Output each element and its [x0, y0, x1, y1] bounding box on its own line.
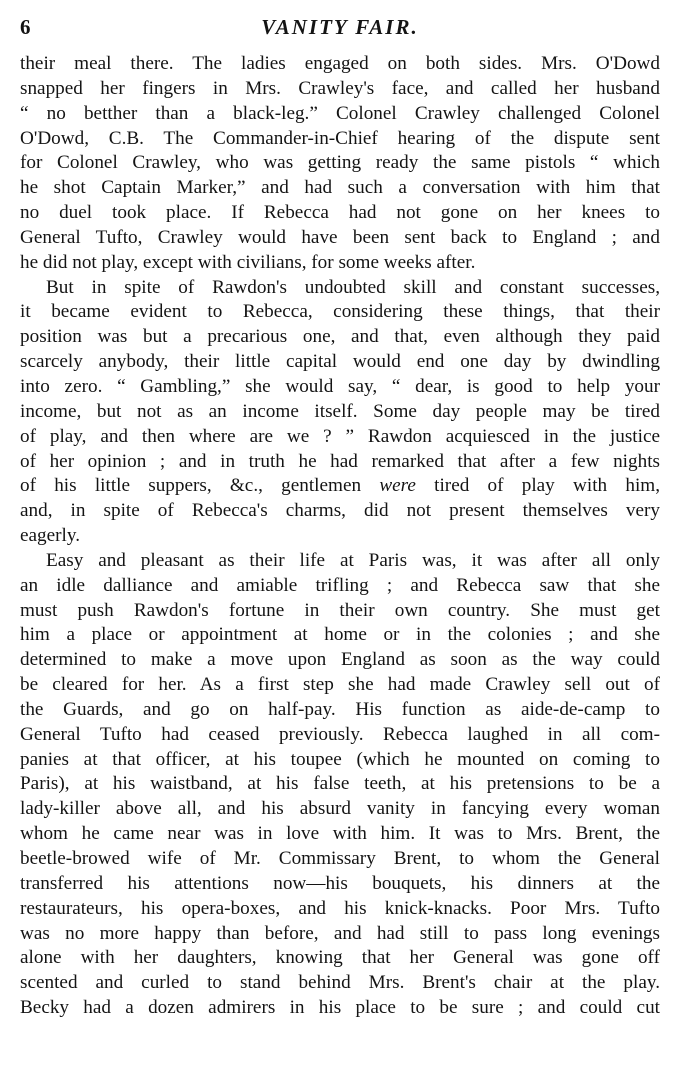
text-line: their meal there. The ladies engaged on both sides. Mrs. O'Dowd	[20, 53, 660, 74]
text-line: alone with her daughters, knowing that her General was gone off	[20, 947, 660, 969]
text-line: restaurateurs, his opera-boxes, and his knick-knacks. Poor Mrs. Tufto	[20, 897, 660, 919]
text-line: an idle dalliance and amiable trifling ; and Rebecca saw that she	[20, 574, 660, 596]
text-line: General Tufto had ceased previously. Rebecca laughed in all com-	[20, 723, 660, 745]
text-line: income, but not as an income itself. Some day people may be tired	[20, 400, 660, 422]
text-line: snapped her fingers in Mrs. Crawley's face, and called her husband	[20, 77, 660, 99]
text-line: scented and curled to stand behind Mrs. Brent's chair at the play.	[20, 972, 660, 994]
text-fragment: of his little suppers, &c., gentlemen	[20, 475, 362, 497]
text-line: General Tufto, Crawley would have been sent back to England ; and	[20, 226, 660, 248]
text-line: panies at that officer, at his toupee (which he mounted on coming to	[20, 748, 660, 770]
text-line: him a place or appointment at home or in the colonies ; and she	[20, 624, 660, 646]
text-line: he did not play, except with civilians, for some weeks after.	[20, 251, 476, 273]
running-head	[20, 10, 660, 44]
text-line: the Guards, and go on half-pay. His function as aide-de-camp to	[20, 698, 660, 720]
text-line: lady-killer above all, and his absurd vanity in fancying every woman	[20, 798, 660, 820]
text-line: whom he came near was in love with him. It was to Mrs. Brent, the	[20, 823, 660, 845]
text-fragment: tired of play with him,	[434, 475, 660, 497]
text-line: for Colonel Crawley, who was getting ready the same pistols “ which	[20, 152, 660, 174]
text-line: “ no betther than a black-leg.” Colonel Crawley challenged Colonel	[20, 102, 660, 124]
text-line: position was but a precarious one, and that, even although they paid	[20, 326, 660, 348]
text-line: it became evident to Rebecca, considering these things, that their	[20, 301, 660, 323]
text-line: Paris), at his waistband, at his false teeth, at his pretensions to be a	[20, 773, 660, 795]
text-line: he shot Captain Marker,” and had such a conversation with him that	[20, 177, 660, 199]
running-title: VANITY FAIR.	[261, 15, 419, 39]
page-number: 6	[20, 15, 31, 39]
text-line-with-italic	[20, 474, 660, 499]
text-line: of play, and then where are we ? ” Rawdon acquiesced in the justice	[20, 425, 660, 447]
text-line: transferred his attentions now—his bouquets, his dinners at the	[20, 872, 660, 894]
text-line: of her opinion ; and in truth he had remarked that after a few nights	[20, 450, 660, 472]
body-text	[20, 52, 660, 1021]
text-line: no duel took place. If Rebecca had not gone on her knees to	[20, 202, 660, 224]
text-line: scarcely anybody, their little capital would end one day by dwindling	[20, 351, 660, 373]
text-line: But in spite of Rawdon's undoubted skill and constant successes,	[46, 276, 660, 298]
text-line: into zero. “ Gambling,” she would say, “ dear, is good to help your	[20, 375, 660, 397]
text-line: eagerly.	[20, 525, 81, 547]
italic-word: were	[379, 475, 416, 497]
text-line: be cleared for her. As a first step she had made Crawley sell out of	[20, 674, 660, 696]
text-line: O'Dowd, C.B. The Commander-in-Chief hearing of the dispute sent	[20, 127, 660, 149]
text-line: and, in spite of Rebecca's charms, did not present themselves very	[20, 500, 660, 522]
text-line: must push Rawdon's fortune in their own country. She must get	[20, 599, 660, 621]
text-line: determined to make a move upon England as soon as the way could	[20, 649, 660, 671]
text-line: beetle-browed wife of Mr. Commissary Brent, to whom the General	[20, 848, 660, 869]
text-line: Easy and pleasant as their life at Paris was, it was after all only	[46, 549, 660, 571]
text-line: Becky had a dozen admirers in his place to be sure ; and could cut	[20, 997, 660, 1019]
text-line: was no more happy than before, and had still to pass long evenings	[20, 922, 660, 944]
